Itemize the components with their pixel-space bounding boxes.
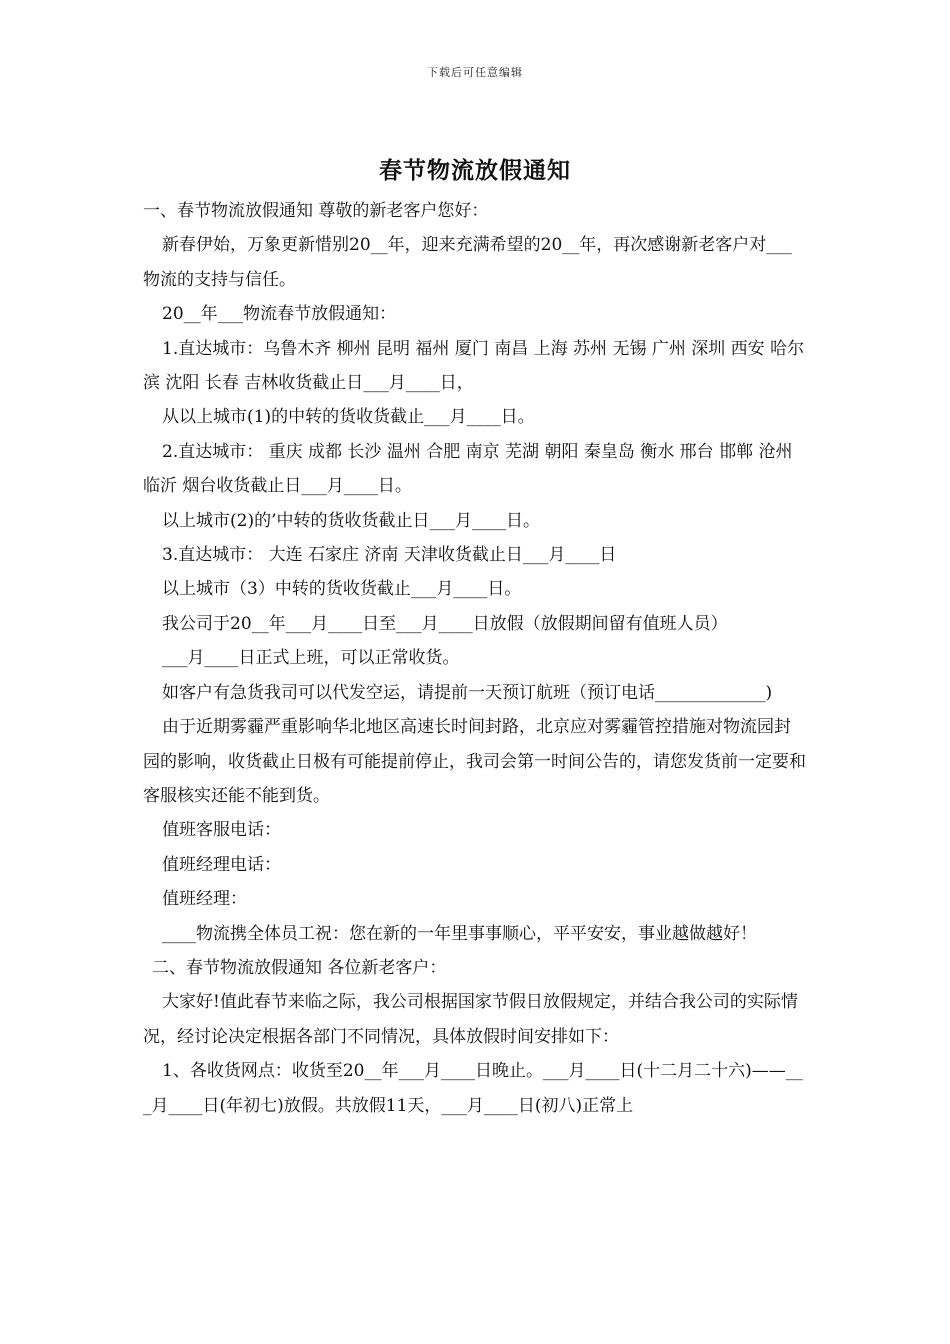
paragraph: 以上城市(2)的’中转的货收货截止日___月____日。 — [162, 510, 540, 531]
paragraph: ____物流携全体员工祝：您在新的一年里事事顺心，平平安安，事业越做越好！ — [162, 923, 757, 944]
paragraph: 二、春节物流放假通知 各位新老客户： — [152, 957, 447, 978]
paragraph: 1.直达城市：乌鲁木齐 柳州 昆明 福州 厦门 南昌 上海 苏州 无锡 广州 深圳 西安 哈尔滨 沈阳 长春 吉林收货截止日___月____日， — [143, 338, 805, 394]
paragraph: 新春伊始，万象更新惜别20__年，迎来充满希望的20__年，再次感谢新老客户对___物流的支持与信任。 — [143, 235, 792, 290]
document-body — [143, 194, 807, 1123]
paragraph: 如客户有急货我司可以代发空运，请提前一天预订航班（预订电话_____________) — [162, 682, 773, 703]
paragraph: 1、各收货网点：收货至20__年___月____日晚止。___月____日(十二月二十六)——___月____日(年初七)放假。共放假11天，___月____日(初八)正常上 — [143, 1061, 803, 1116]
paragraph: 值班客服电话： — [162, 820, 281, 841]
paragraph: 2.直达城市： 重庆 成都 长沙 温州 合肥 南京 芜湖 朝阳 秦皇岛 衡水 邢台 邯郸 沧州 临沂 烟台收货截止日___月____日。 — [143, 441, 793, 497]
paragraph: 一、春节物流放假通知 尊敬的新老客户您好： — [143, 201, 489, 221]
paragraph: 我公司于20__年___月____日至___月____日放假（放假期间留有值班人员） — [162, 613, 728, 634]
page-header-note: 下载后可任意编辑 — [427, 66, 523, 79]
paragraph: 从以上城市(1)的中转的货收货截止___月____日。 — [162, 407, 535, 428]
paragraph: 3.直达城市： 大连 石家庄 济南 天津收货截止日___月____日 — [162, 545, 617, 566]
paragraph: 由于近期雾霾严重影响华北地区高速长时间封路，北京应对雾霾管控措施对物流园封园的影响，收货截止日极有可能提前停止，我司会第一时间公告的，请您发货前一定要和客服核实还能不能到货。 — [143, 717, 806, 806]
paragraph: 值班经理电话： — [162, 854, 281, 875]
paragraph: 大家好!值此春节来临之际，我公司根据国家节假日放假规定，并结合我公司的实际情况，经讨论决定根据各部门不同情况，具体放假时间安排如下： — [143, 992, 798, 1047]
paragraph: 值班经理： — [162, 889, 247, 910]
paragraph: 20__年___物流春节放假通知： — [162, 304, 397, 325]
paragraph: 以上城市（3）中转的货收货截止___月____日。 — [162, 579, 522, 600]
paragraph: ___月____日正式上班，可以正常收货。 — [162, 648, 460, 669]
document-title: 春节物流放假通知 — [379, 157, 571, 184]
